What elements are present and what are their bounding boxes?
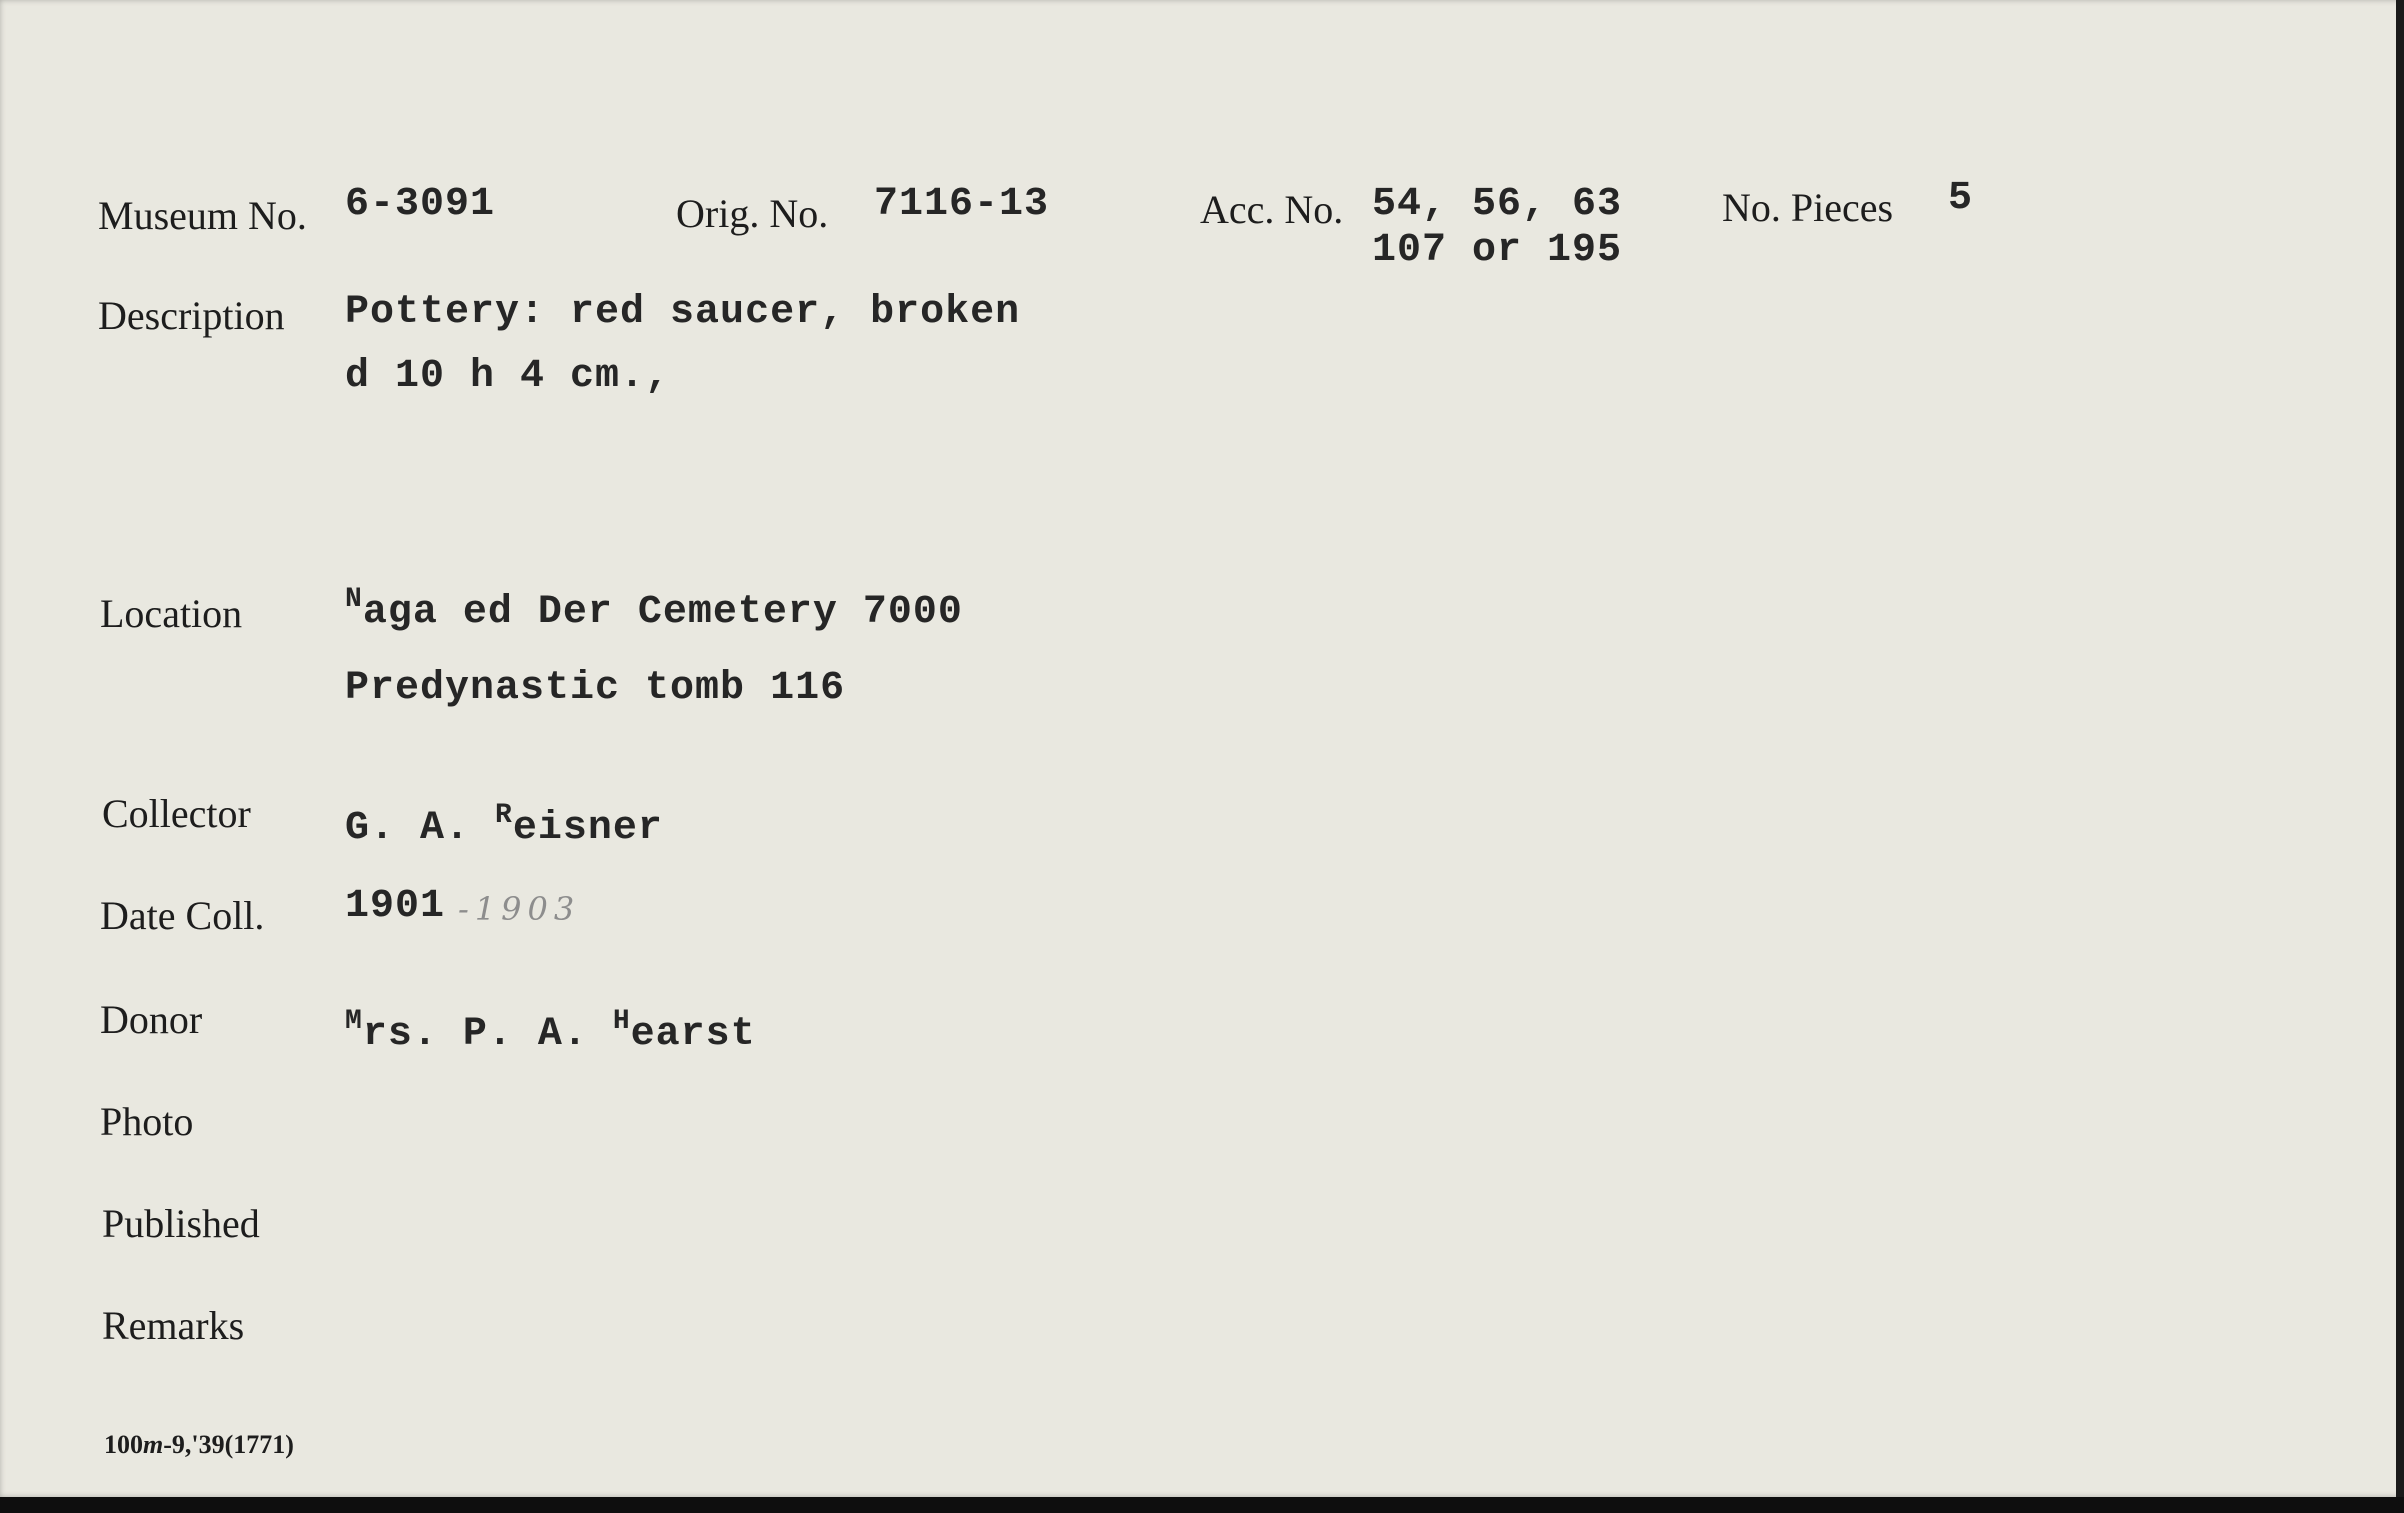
location-line1-text: aga ed Der Cemetery 7000 [362,590,963,635]
collector-label: Collector [102,791,251,836]
orig-no-value: 7116-13 [874,182,1050,227]
museum-no-value: 6-3091 [345,182,496,227]
acc-no-value-line1: 54, 56, 63 [1372,182,1623,227]
orig-no-label: Orig. No. [676,191,829,236]
description-line1: Pottery: red saucer, broken [345,290,1021,335]
collector-initial: R [495,800,513,831]
description-label: Description [98,293,285,338]
acc-no-label: Acc. No. [1200,187,1344,232]
collector-value [345,800,663,851]
print-code [104,1430,294,1460]
photo-label: Photo [100,1099,194,1144]
date-coll-label: Date Coll. [100,893,265,938]
no-pieces-value: 5 [1948,176,1974,221]
card-edge-right [2396,0,2404,1497]
location-line2: Predynastic tomb 116 [345,666,846,711]
donor-initial-1: M [345,1006,363,1037]
location-line1 [345,584,963,635]
remarks-label: Remarks [102,1303,245,1348]
date-coll-value: 1901 [345,884,446,929]
acc-no-value-line2: 107 or 195 [1372,228,1623,273]
museum-no-label: Museum No. [98,193,307,238]
card-edge-bottom [0,1497,2404,1513]
collector-rest: eisner [512,806,663,851]
published-label: Published [102,1201,260,1246]
no-pieces-label: No. Pieces [1722,185,1894,230]
donor-part-1: rs. P. A. [362,1012,613,1057]
donor-label: Donor [100,997,203,1042]
print-code-italic: m [143,1430,164,1459]
date-coll-handwritten: -1903 [458,890,581,928]
donor-part-2: earst [630,1012,756,1057]
donor-initial-2: H [612,1006,631,1037]
location-label: Location [100,591,243,636]
description-line2: d 10 h 4 cm., [345,354,671,399]
donor-value [345,1006,756,1057]
print-code-suffix: -9,'39(1771) [163,1430,294,1459]
print-code-prefix: 100 [104,1430,143,1459]
location-initial: N [345,584,363,615]
collector-prefix: G. A. [345,806,496,851]
